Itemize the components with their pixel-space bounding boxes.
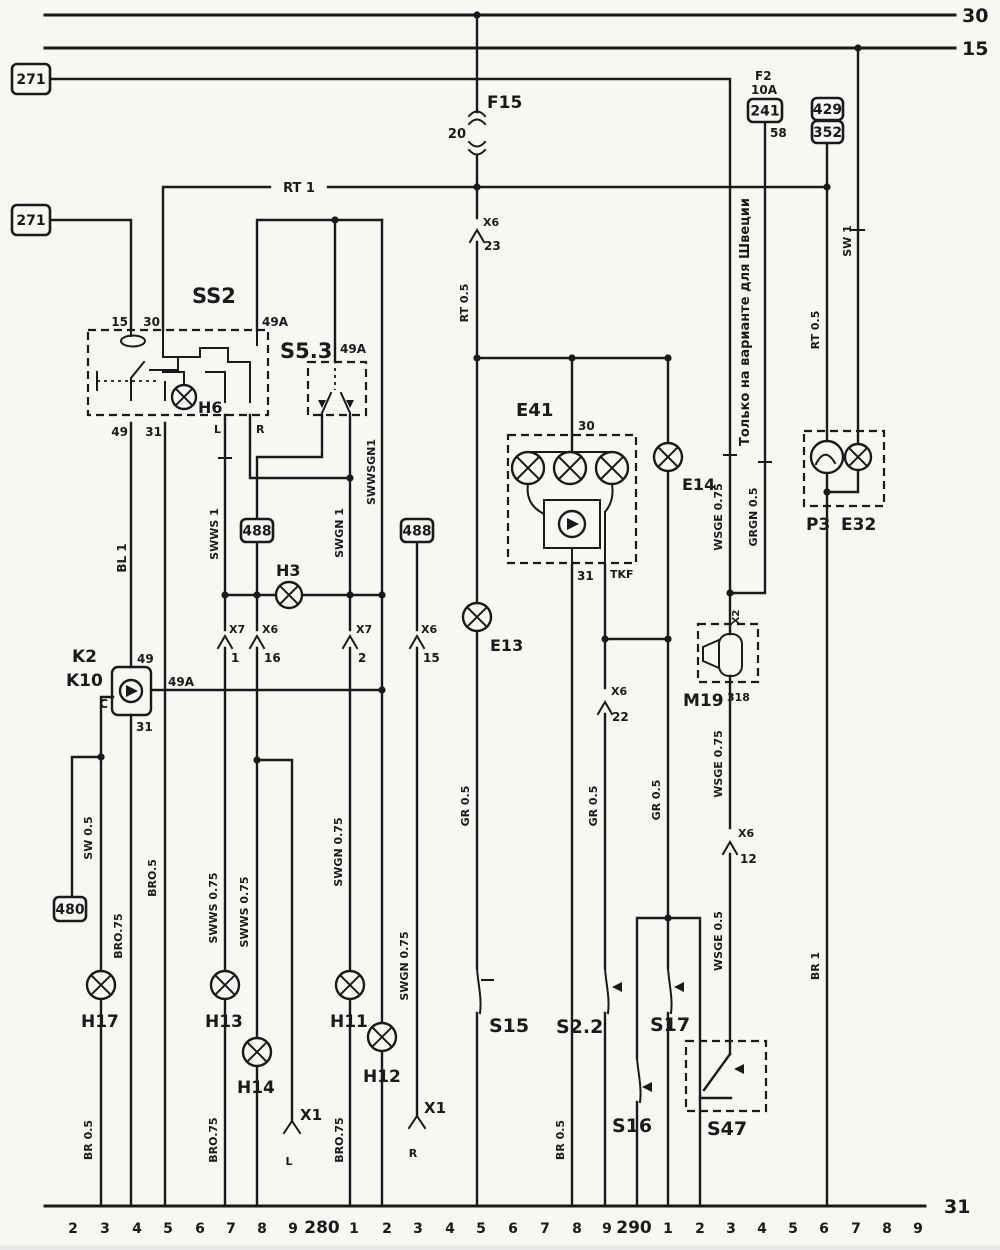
lamp-e32: [845, 444, 871, 470]
ref-429-text: 429: [812, 102, 843, 118]
symbol-k10-relay: [120, 680, 142, 702]
wire-wsge075-b: WSGE 0.75: [712, 730, 725, 798]
scale-mark-7: 7: [540, 1221, 550, 1237]
lamp-h11-label: H11: [330, 1012, 368, 1032]
fuse-f15-symbol: [469, 112, 485, 155]
scale-mark-1: 1: [663, 1221, 673, 1237]
ref-488-b-text: 488: [402, 523, 432, 540]
scale-mark-2: 2: [382, 1221, 392, 1237]
scale-mark-4: 4: [757, 1221, 767, 1237]
ss2-term-15: 15: [111, 315, 128, 329]
conn-x1-l-name: X1: [300, 1106, 323, 1124]
lamp-e14-label: E14: [682, 475, 716, 494]
wire-swwsgn1: SWWSGN1: [365, 439, 378, 505]
conn-x6-12-name: X6: [738, 827, 755, 840]
scale-mark-290: 290: [616, 1218, 652, 1238]
rail-31-label: 31: [944, 1196, 971, 1218]
lamp-e41-1: [512, 452, 544, 484]
scale-mark-2: 2: [68, 1221, 78, 1237]
ref-488-a: [241, 519, 273, 542]
s53-box: [308, 362, 366, 415]
wire-swws1: SWWS 1: [208, 508, 221, 560]
s22-arrow: [612, 982, 622, 992]
scale-mark-1: 1: [349, 1221, 359, 1237]
switch-s17-label: S17: [650, 1014, 691, 1036]
ref-480-text: 480: [55, 902, 85, 918]
conn-x1-r-name: X1: [424, 1099, 447, 1117]
lamp-h17: [87, 971, 115, 999]
switch-s47-label: S47: [707, 1118, 748, 1140]
m19-interior: [703, 634, 742, 676]
m19-box: [698, 624, 758, 682]
ref-241: [748, 99, 782, 122]
scale-mark-9: 9: [913, 1221, 923, 1237]
switch-s22-label: S2.2: [556, 1016, 604, 1038]
m19-term-318: 318: [727, 691, 750, 704]
conn-x7-1-name: X7: [229, 623, 246, 636]
lamp-h3-label: H3: [276, 561, 301, 580]
lamp-h3: [276, 582, 302, 608]
scale-mark-3: 3: [100, 1221, 110, 1237]
k10-term-49a: 49A: [168, 675, 194, 689]
rail-15-label: 15: [962, 38, 989, 60]
wire-bro75-h11: BRO.75: [333, 1117, 346, 1163]
conn-x6-12-pin: 12: [740, 852, 757, 866]
k10-term-c: C: [99, 697, 108, 711]
conn-x6-16-name: X6: [262, 623, 279, 636]
switch-s15-label: S15: [489, 1015, 530, 1037]
comp-ss2-label: SS2: [192, 284, 236, 308]
fuse-f2-term: 58: [770, 126, 787, 140]
relay-k10-label: K10: [66, 671, 103, 691]
scale-mark-9: 9: [288, 1221, 298, 1237]
wire-bro5: BRO.5: [146, 859, 159, 897]
scale-mark-8: 8: [882, 1221, 892, 1237]
conn-x1-r-pin: R: [408, 1147, 418, 1160]
wire-gr05-s22: GR 0.5: [587, 785, 600, 827]
wire-wsge05: WSGE 0.5: [712, 911, 725, 971]
conn-x6-15-pin: 15: [423, 651, 440, 665]
wire-gr-split: [637, 918, 700, 1206]
ss2-term-30: 30: [143, 315, 160, 329]
scale-mark-6: 6: [508, 1221, 518, 1237]
wire-sw1: SW 1: [841, 225, 854, 257]
wire-bro75-h13: BRO.75: [207, 1117, 220, 1163]
s53-term-49a: 49A: [340, 342, 366, 356]
s53-interior: [318, 368, 354, 413]
ref-271-b-text: 271: [16, 213, 46, 229]
wire-p3-e32: [827, 48, 858, 1206]
lamp-h14-label: H14: [237, 1078, 275, 1098]
fuse-f15-rating: 20: [447, 127, 466, 142]
fuse-f2-rating: 10A: [751, 83, 777, 97]
wire-gr05-e13: GR 0.5: [459, 785, 472, 827]
lamp-h6: [172, 385, 196, 409]
scale-mark-3: 3: [726, 1221, 736, 1237]
ref-352: [812, 121, 843, 143]
s47-contact: [700, 1054, 731, 1098]
lamp-h12-label: H12: [363, 1067, 401, 1087]
conn-x1-l-pin: L: [285, 1155, 293, 1168]
junction-dots: [97, 11, 861, 921]
ss2-term-l: L: [213, 423, 221, 436]
conn-x6-22-name: X6: [611, 685, 628, 698]
lamp-e14: [654, 443, 682, 471]
s17-arrow: [674, 982, 684, 992]
ref-488-a-text: 488: [242, 523, 272, 540]
lamp-e41-2: [554, 452, 586, 484]
symbols: [218, 112, 864, 1134]
ref-271-b: [12, 205, 50, 235]
wire-bl1: BL 1: [115, 543, 129, 573]
grid-scale-numbers: [68, 1218, 923, 1238]
e41-term-tkf: TKF: [610, 568, 634, 581]
conn-x7-2-name: X7: [356, 623, 373, 636]
conn-x6-22-pin: 22: [612, 710, 629, 724]
scale-mark-3: 3: [413, 1221, 423, 1237]
wire-br1: BR 1: [809, 951, 822, 981]
ref-271-a: [12, 64, 50, 94]
conn-x6-23-name: X6: [483, 216, 500, 229]
wire-sw05: SW 0.5: [82, 816, 95, 860]
ref-271-a-text: 271: [16, 72, 46, 88]
conn-x7-1-pin: 1: [231, 651, 240, 665]
symbol-e41-flasher: [559, 511, 585, 537]
lamp-h11: [336, 971, 364, 999]
p3-interior: [811, 441, 843, 473]
relay-arrow-symbols: [120, 511, 585, 702]
scale-mark-280: 280: [304, 1218, 340, 1238]
fuse-f2-name: F2: [755, 69, 772, 83]
lamp-symbols: [87, 385, 871, 1066]
k10-term-49: 49: [137, 652, 154, 666]
lamp-h6-label: H6: [198, 398, 223, 417]
s47-arrow: [734, 1064, 744, 1074]
ss2-term-49: 49: [111, 425, 128, 439]
wire-swws075-b: SWWS 0.75: [238, 876, 251, 948]
ref-480: [54, 897, 86, 921]
ref-429: [812, 98, 843, 120]
scale-mark-6: 6: [195, 1221, 205, 1237]
wire-swws075-a: SWWS 0.75: [207, 872, 220, 944]
wire-br05-h17: BR 0.5: [82, 1119, 95, 1161]
comp-m19-label: M19: [683, 691, 724, 711]
ref-488-b: [401, 519, 433, 542]
scale-mark-5: 5: [788, 1221, 798, 1237]
lamp-e32-label: E32: [841, 515, 877, 535]
scale-mark-4: 4: [445, 1221, 455, 1237]
relay-k2-label: K2: [72, 647, 98, 667]
m19-conn-x2: X2: [731, 609, 742, 625]
wire-271-b: [50, 220, 131, 330]
wire-swgn075-b: SWGN 0.75: [398, 931, 411, 1001]
scale-mark-7: 7: [226, 1221, 236, 1237]
rail-30-label: 30: [962, 5, 989, 27]
lamp-h13-label: H13: [205, 1012, 243, 1032]
comp-s53-label: S5.3: [280, 339, 333, 363]
lamp-h17-label: H17: [81, 1012, 119, 1032]
conn-x6-15-name: X6: [421, 623, 438, 636]
scale-mark-6: 6: [819, 1221, 829, 1237]
lamp-e41-3: [596, 452, 628, 484]
ss2-term-31: 31: [145, 425, 162, 439]
switch-s16-label: S16: [612, 1115, 653, 1137]
wire-bro75-k10: BRO.75: [112, 913, 125, 959]
ref-352-text: 352: [812, 125, 843, 141]
wire-swgn075-a: SWGN 0.75: [332, 817, 345, 887]
lamp-h13: [211, 971, 239, 999]
s47-box: [686, 1041, 766, 1111]
scale-mark-9: 9: [602, 1221, 612, 1237]
e41-term-30: 30: [578, 419, 595, 433]
ss2-term-r: R: [256, 423, 265, 436]
wire-grgn05: GRGN 0.5: [747, 487, 760, 547]
s16-arrow: [642, 1082, 652, 1092]
k10-term-31: 31: [136, 720, 153, 734]
wire-wsge075-a: WSGE 0.75: [712, 483, 725, 551]
lamp-h14: [243, 1038, 271, 1066]
scale-mark-2: 2: [695, 1221, 705, 1237]
wire-br05-e41: BR 0.5: [554, 1119, 567, 1161]
wire-rt1-label: RT 1: [283, 181, 315, 196]
wire-rt05-p3: RT 0.5: [809, 310, 822, 350]
wire-271-a: [50, 79, 730, 593]
lamp-e13: [463, 603, 491, 631]
comp-e41-label: E41: [516, 400, 554, 421]
scale-mark-8: 8: [572, 1221, 582, 1237]
scale-mark-8: 8: [257, 1221, 267, 1237]
scale-mark-5: 5: [476, 1221, 486, 1237]
conn-x6-16-pin: 16: [264, 651, 281, 665]
lamp-e13-label: E13: [490, 636, 524, 655]
scale-mark-5: 5: [163, 1221, 173, 1237]
ref-241-text: 241: [750, 103, 780, 120]
wire-swgn1: SWGN 1: [333, 508, 346, 558]
conn-x7-2-pin: 2: [358, 651, 367, 665]
conn-x6-23-pin: 23: [484, 239, 501, 253]
e41-term-31: 31: [577, 569, 594, 583]
comp-p3-label: P3: [806, 515, 831, 535]
wire-rt05-f15: RT 0.5: [458, 283, 471, 323]
lamp-h12: [368, 1023, 396, 1051]
wire-rt1: [163, 187, 827, 330]
wire-gr05-e14: GR 0.5: [650, 779, 663, 821]
scale-mark-7: 7: [851, 1221, 861, 1237]
scale-mark-4: 4: [132, 1221, 142, 1237]
fuse-f15-label: F15: [487, 93, 523, 113]
ss2-term-49a: 49A: [262, 315, 288, 329]
note-sweden: Только на варианте для Швеции: [738, 198, 753, 446]
